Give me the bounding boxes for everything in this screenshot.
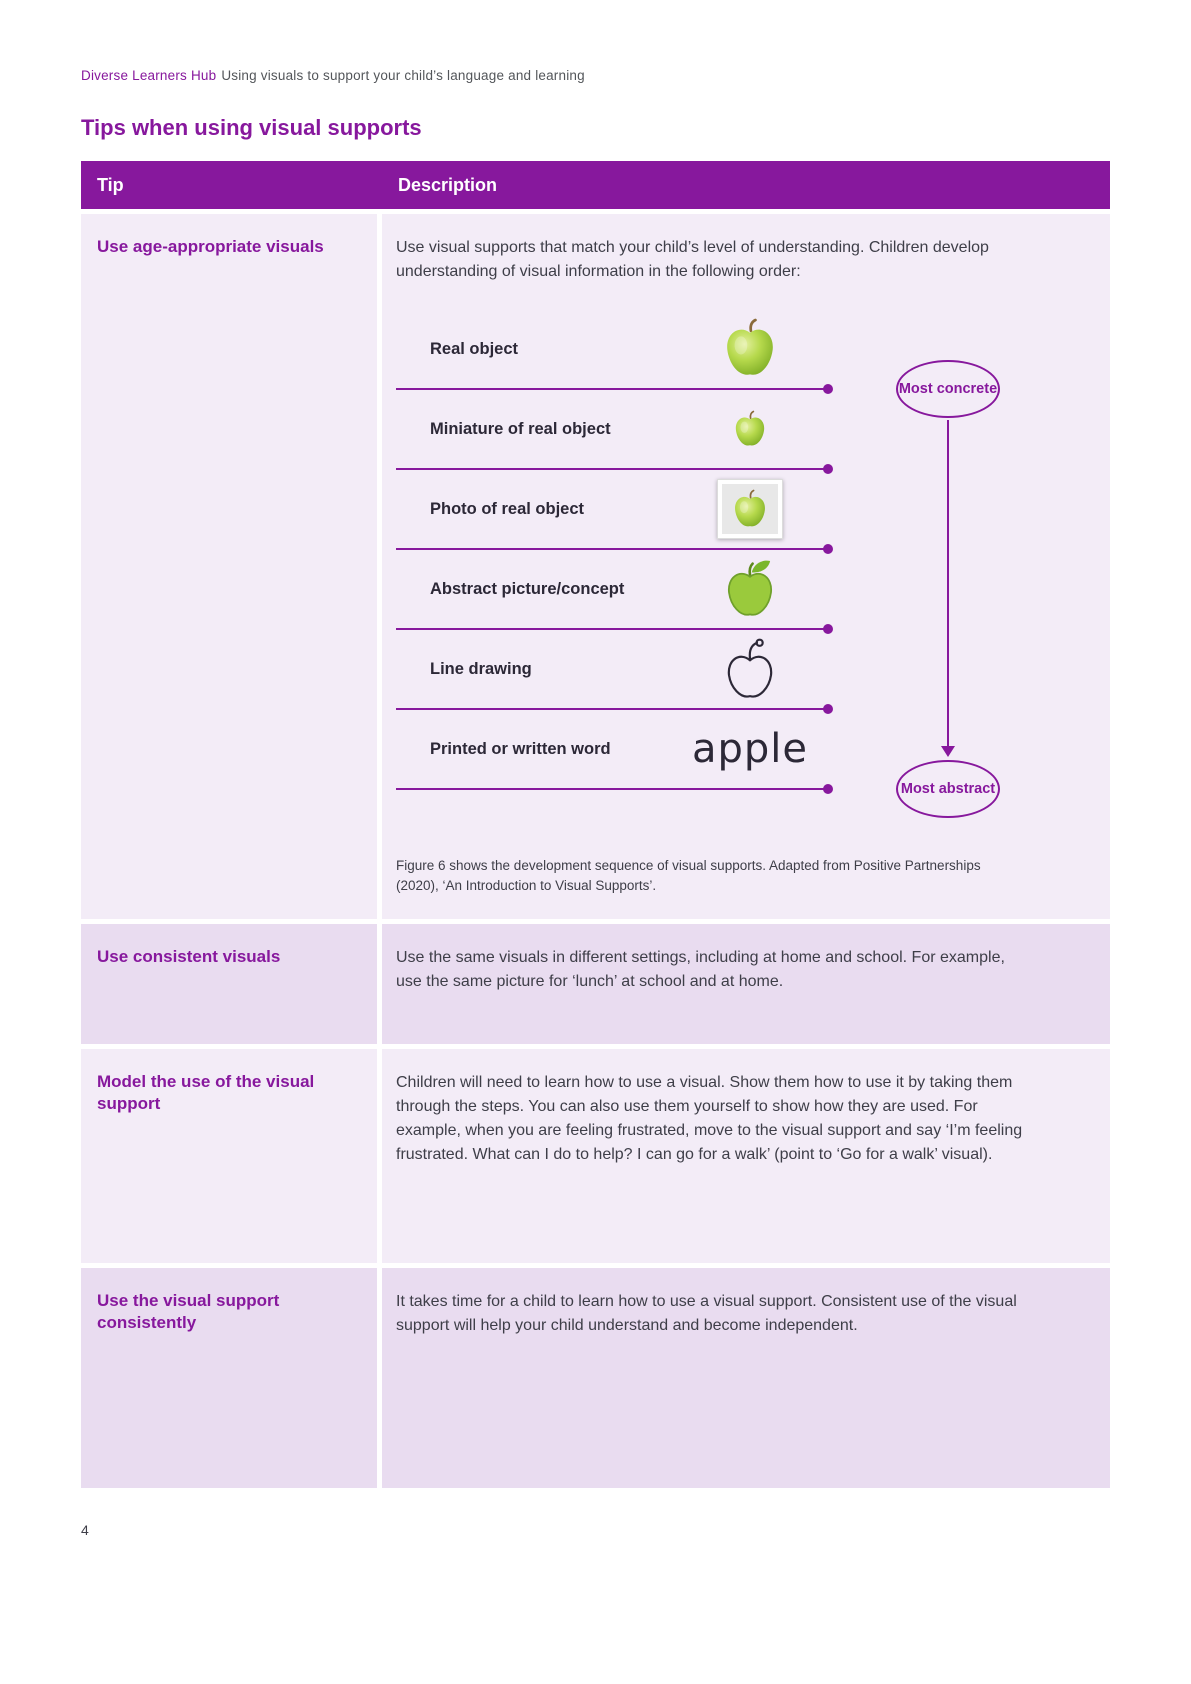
figure-step-photo — [396, 470, 828, 550]
tip-cell — [81, 1049, 377, 1263]
tip-cell — [81, 214, 377, 919]
running-header-brand: Diverse Learners Hub — [81, 68, 217, 83]
tip-cell — [81, 924, 377, 1044]
figure-6-visual-sequence — [396, 310, 1090, 895]
description-cell — [382, 924, 1110, 1044]
description-text: Use visual supports that match your child’s level of understanding. Children develop understanding of visual information in the following order: — [396, 239, 989, 280]
concrete-to-abstract-arrow-icon — [947, 420, 949, 746]
tip-label: Model the use of the visual support — [97, 1072, 315, 1114]
description-text: It takes time for a child to learn how to use a visual support. Consistent use of the visual support will help your child understand and become independent. — [396, 1293, 1017, 1335]
tips-table — [81, 161, 1110, 1488]
tip-label: Use age-appropriate visuals — [97, 237, 324, 256]
description-cell — [382, 214, 1110, 919]
figure-step-label: Real object — [430, 339, 519, 358]
most-concrete-badge: Most concrete — [896, 360, 1000, 418]
most-abstract-badge: Most abstract — [896, 760, 1000, 818]
table-header-tip: Tip — [97, 175, 124, 195]
figure-steps — [396, 310, 828, 790]
tip-label: Use the visual support consistently — [97, 1291, 280, 1333]
description-text: Use the same visuals in different settings, including at home and school. For example, use the same picture for ‘lunch’ at school and at home. — [396, 949, 1005, 991]
description-cell — [382, 1268, 1110, 1488]
figure-step-label: Abstract picture/concept — [430, 579, 625, 598]
apple-illustration-icon — [686, 558, 814, 620]
figure-step-label: Photo of real object — [430, 499, 585, 518]
figure-step-line-drawing — [396, 630, 828, 710]
printed-word-apple — [686, 726, 814, 772]
tip-label: Use consistent visuals — [97, 947, 281, 967]
figure-step-real-object — [396, 310, 828, 390]
apple-line-drawing-icon — [686, 637, 814, 701]
table-row — [81, 214, 1110, 919]
figure-step-label: Line drawing — [430, 659, 532, 678]
description-text: Children will need to learn how to use a visual. Show them how to use it by taking them through the steps. You can also use them yourself to show how they are used. For example, when you are feeling frustrated, move to the visual support and say ‘I’m feeling frustrated. What can I do to help? I can go for a walk’ (point to ‘Go for a walk’ visual). — [396, 1074, 1023, 1164]
running-header — [81, 68, 1110, 83]
figure-step-miniature — [396, 390, 828, 470]
table-header-description: Description — [398, 175, 498, 195]
description-cell — [382, 1049, 1110, 1263]
table-row — [81, 1049, 1110, 1263]
table-header-row — [81, 161, 1110, 209]
tip-cell — [81, 1268, 377, 1488]
page-title: Tips when using visual supports — [81, 115, 422, 140]
printed-word-text: apple — [691, 726, 808, 772]
apple-framed-photo-icon — [686, 479, 814, 539]
apple-photo-small-icon — [686, 410, 814, 449]
concrete-abstract-scale — [896, 310, 1000, 822]
figure-step-label: Miniature of real object — [430, 419, 611, 438]
page-number: 4 — [81, 1522, 89, 1539]
apple-photo-icon — [686, 318, 814, 380]
table-row — [81, 924, 1110, 1044]
figure-step-label: Printed or written word — [430, 739, 611, 758]
figure-caption: Figure 6 shows the development sequence of visual supports. Adapted from Positive Partnerships (2020), ‘An Introduction to Visual Supports’. — [396, 858, 981, 893]
running-header-title: Using visuals to support your child’s language and learning — [221, 68, 585, 83]
figure-step-printed-word — [396, 710, 828, 790]
photo-frame — [717, 479, 783, 539]
table-row — [81, 1268, 1110, 1488]
arrowhead-down-icon — [941, 746, 955, 757]
figure-step-abstract — [396, 550, 828, 630]
